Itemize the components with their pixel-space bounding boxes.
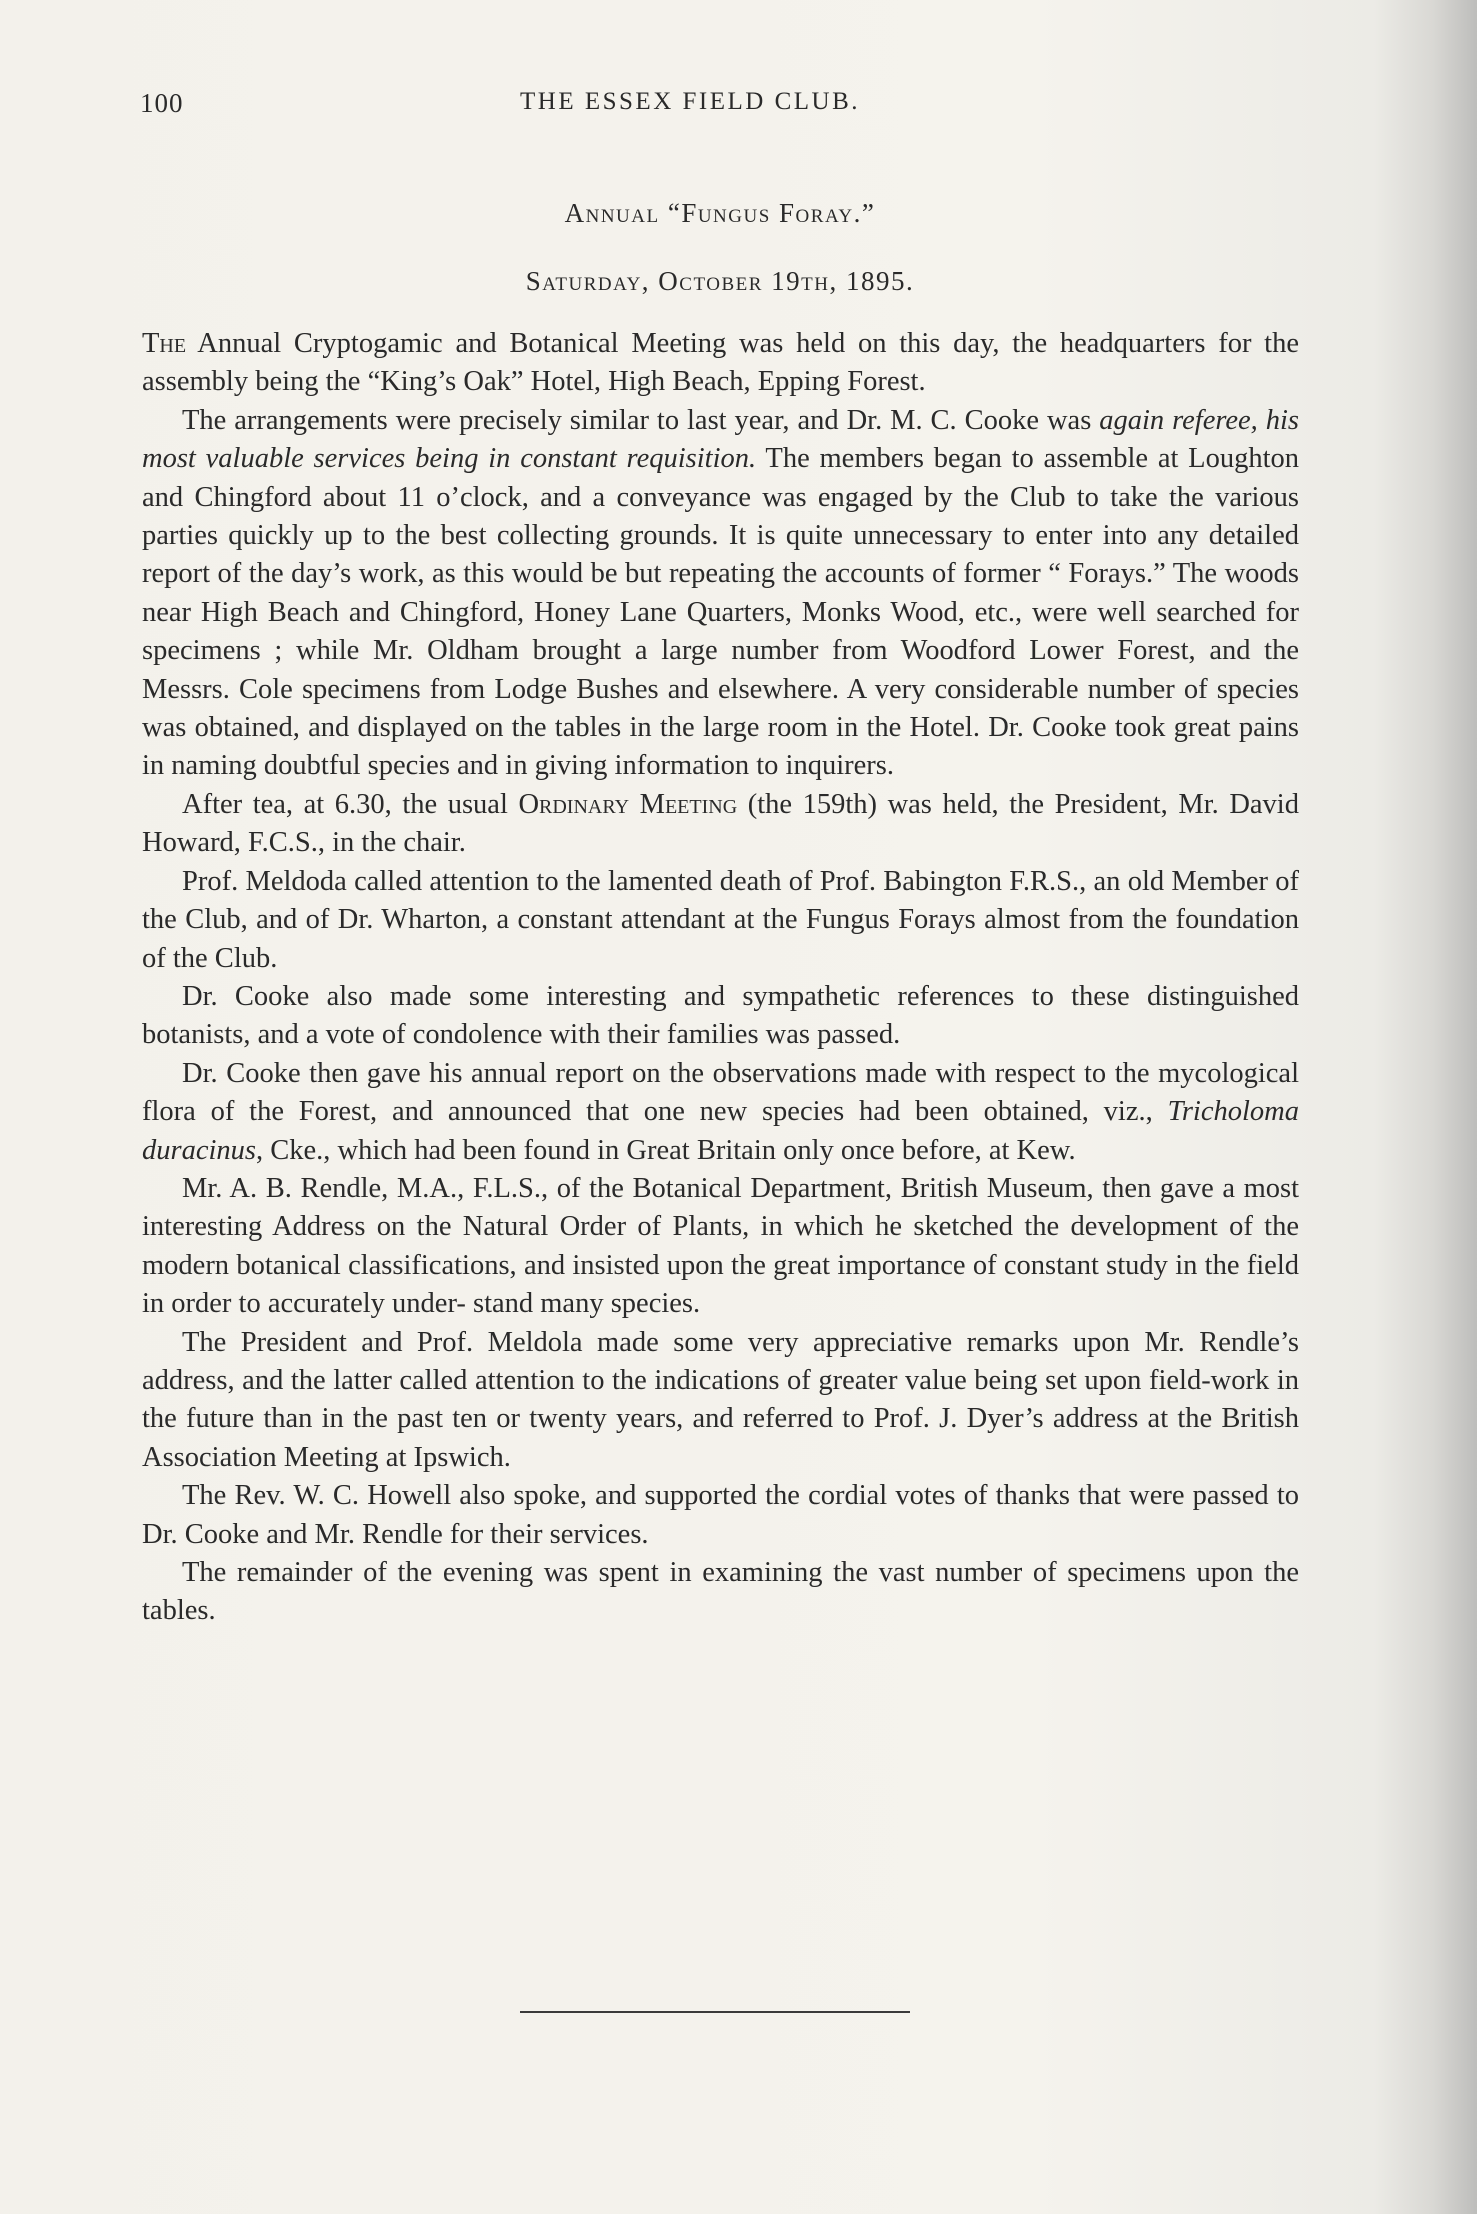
section-title: Annual “Fungus Foray.” — [564, 198, 876, 228]
paragraph-5: Dr. Cooke also made some interesting and sympathetic references to these distinguished botanists, and a vote of condolence with their families was passed. — [142, 980, 1299, 1051]
section-divider — [520, 2011, 910, 2013]
italic-text: again referee, his most valuable services being in constant requisition. — [142, 404, 1299, 475]
article-body — [142, 325, 1299, 1631]
paragraph-text: Annual Cryptogamic and Botanical Meeting was held on this day, the headquarters for the assembly being the “King’s Oak” Hotel, High Beach, Epping Forest. — [142, 328, 1299, 398]
paragraph-3 — [142, 786, 1299, 863]
paragraph-10: The remainder of the evening was spent in examining the vast number of specimens upon the tables. — [142, 1557, 1299, 1627]
paragraph-2 — [142, 402, 1299, 786]
small-caps-text: Ordinary Meeting — [518, 788, 738, 820]
paragraph-8: The President and Prof. Meldola made some very appreciative remarks upon Mr. Rendle’s address, and the latter called attention to the indications of greater value being set upon field-work in the future than in the past ten or twenty years, and referred to Prof. J. Dyer’s address at the British Association Meeting at Ipswich. — [142, 1326, 1299, 1473]
paragraph-text: Dr. Cooke then gave his annual report on the observations made with respect to the mycological flora of the Forest, and announced that one new species had been obtained, viz., — [142, 1057, 1299, 1128]
paragraph-6 — [142, 1055, 1299, 1170]
paragraph-7: Mr. A. B. Rendle, M.A., F.L.S., of the Botanical Department, British Museum, then gave a most interesting Address on the Natural Order of Plants, in which he sketched the development of the modern botanical classifications, and insisted upon the great importance of constant study in the field in order to accurately under- stand many species. — [142, 1172, 1299, 1320]
paragraph-text: , Cke., which had been found in Great Britain only once before, at Kew. — [256, 1134, 1076, 1166]
running-head — [140, 88, 1300, 128]
paragraph-text: After tea, at 6.30, the usual — [182, 788, 519, 820]
paragraph-1 — [142, 325, 1299, 402]
paragraph-9: The Rev. W. C. Howell also spoke, and supported the cordial votes of thanks that were passed to Dr. Cooke and Mr. Rendle for their services. — [142, 1480, 1299, 1550]
page-number: 100 — [140, 88, 184, 118]
paragraph-text: The arrangements were precisely similar to last year, and Dr. M. C. Cooke was — [182, 404, 1100, 436]
journal-title: THE ESSEX FIELD CLUB. — [520, 88, 860, 115]
section-date: Saturday, October 19th, 1895. — [525, 266, 915, 296]
paragraph-text: (the 159th) was held, the President, Mr. David Howard, F.C.S., in the chair. — [142, 788, 1299, 859]
paragraph-lead-word: The — [142, 328, 187, 359]
species-name: Tricholoma duracinus — [142, 1096, 1299, 1166]
paragraph-4: Prof. Meldoda called attention to the lamented death of Prof. Babington F.R.S., an old Member of the Club, and of Dr. Wharton, a constant attendant at the Fungus Forays almost from the foundation of the Club. — [142, 865, 1299, 974]
paragraph-text: The members began to assemble at Loughton and Chingford about 11 o’clock, and a conveyance was engaged by the Club to take the various parties quickly up to the best collecting grounds. It is quite unnecessary to enter into any detailed report of the day’s work, as this would be but repeating the accounts of former “ Forays.” The woods near High Beach and Chingford, Honey Lane Quarters, Monks Wood, etc., were well searched for specimens ; while Mr. Oldham brought a large number from Woodford Lower Forest, and the Messrs. Cole specimens from Lodge Bushes and elsewhere. A very considerable number of species was obtained, and displayed on the tables in the large room in the Hotel. Dr. Cooke took great pains in naming doubtful species and in giving information to inquirers. — [142, 443, 1300, 782]
